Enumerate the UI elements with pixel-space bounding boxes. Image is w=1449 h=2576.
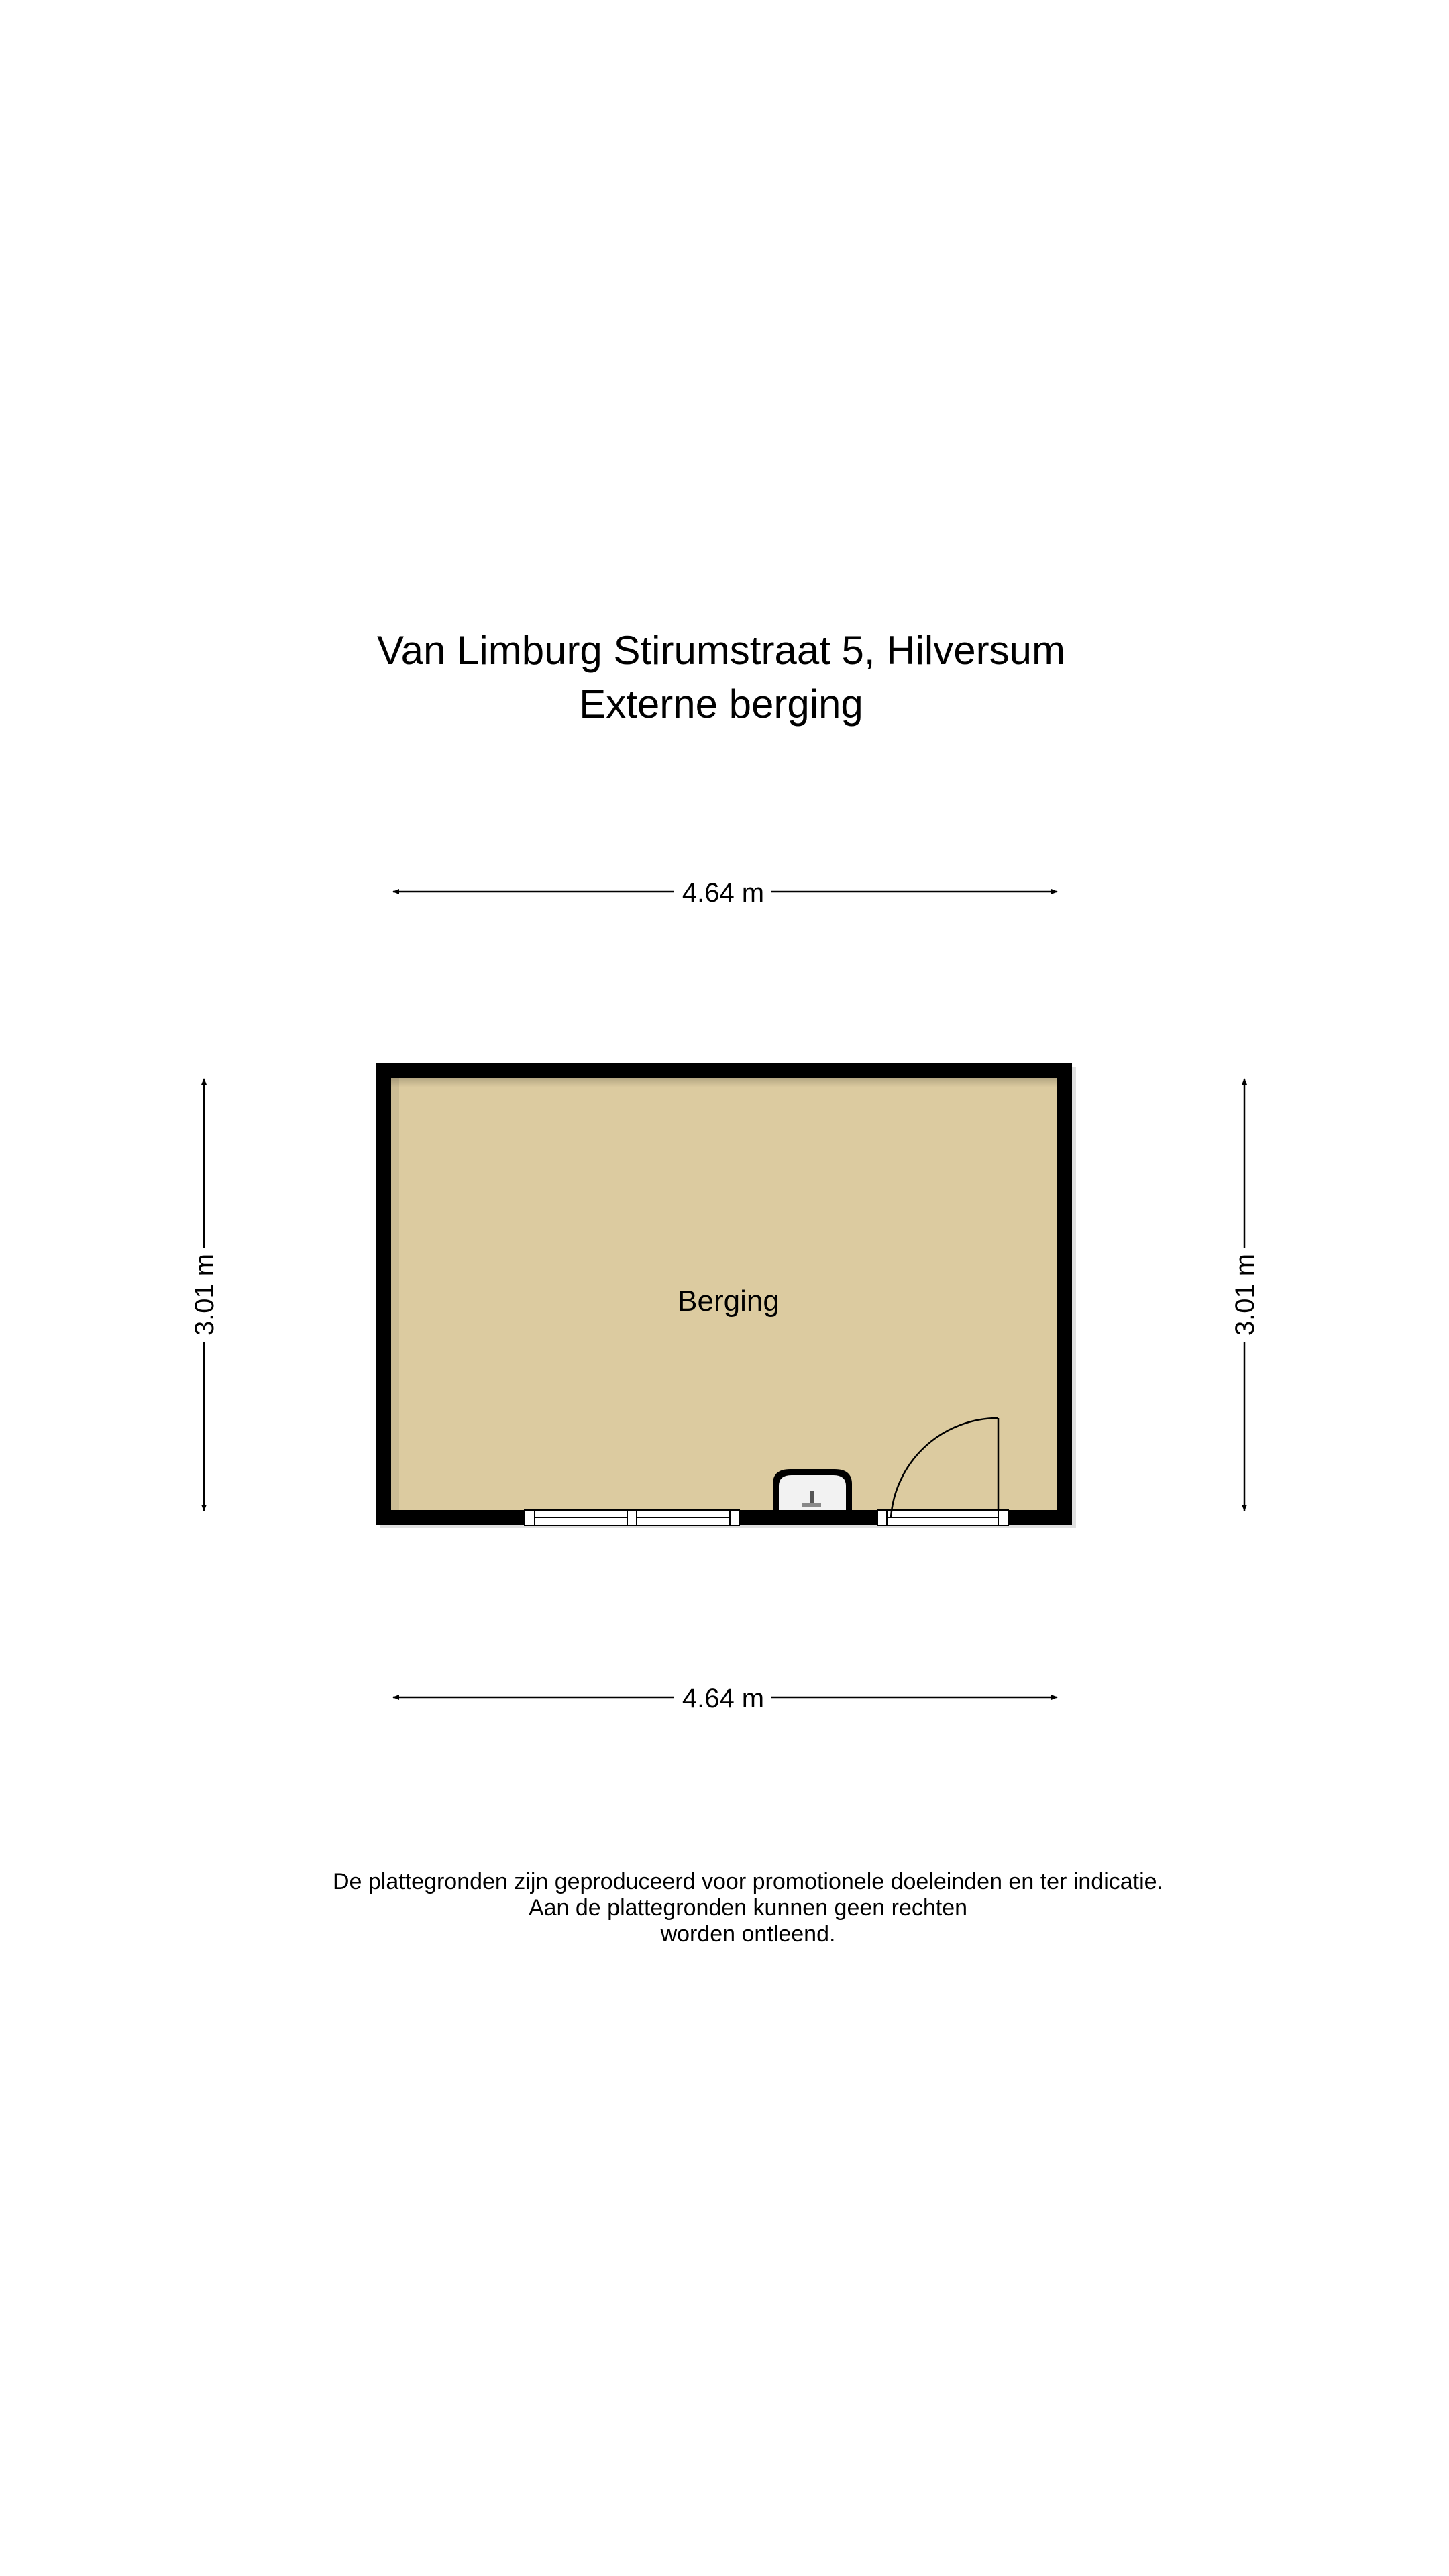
- dimension-right-label: 3.01 m: [1230, 1253, 1260, 1336]
- window-left: [525, 1510, 739, 1525]
- room-berging: [376, 1063, 1076, 1528]
- disclaimer: [0, 1869, 1449, 1947]
- floor-inner-shade-left: [391, 1078, 399, 1510]
- sink-tap-base: [802, 1503, 821, 1507]
- dimension-top-label: 4.64 m: [682, 878, 765, 908]
- disclaimer-line-3: worden ontleend.: [660, 1921, 836, 1947]
- address-title: Van Limburg Stirumstraat 5, Hilversum: [377, 628, 1065, 673]
- room-label: Berging: [678, 1285, 780, 1318]
- window-left-post-1: [525, 1510, 535, 1525]
- disclaimer-line-1: De plattegronden zijn geproduceerd voor promotionele doeleinden en ter indicatie.: [332, 1869, 1164, 1894]
- door-post-left: [877, 1510, 887, 1525]
- window-left-post-2: [627, 1510, 637, 1525]
- dimension-left: [190, 1079, 219, 1511]
- dimension-top: [393, 878, 1057, 908]
- floor-subtitle: Externe berging: [579, 682, 863, 727]
- sink-icon: [773, 1469, 852, 1510]
- dimension-bottom-label: 4.64 m: [682, 1684, 765, 1713]
- dimension-left-label: 3.01 m: [190, 1253, 219, 1336]
- dimension-right: [1230, 1079, 1260, 1511]
- disclaimer-line-2: Aan de plattegronden kunnen geen rechten: [528, 1895, 968, 1921]
- sink-tap: [810, 1491, 814, 1503]
- window-left-post-3: [730, 1510, 739, 1525]
- door-post-right: [998, 1510, 1008, 1525]
- dimension-bottom: [393, 1684, 1057, 1713]
- floor-inner-shade: [391, 1078, 1057, 1087]
